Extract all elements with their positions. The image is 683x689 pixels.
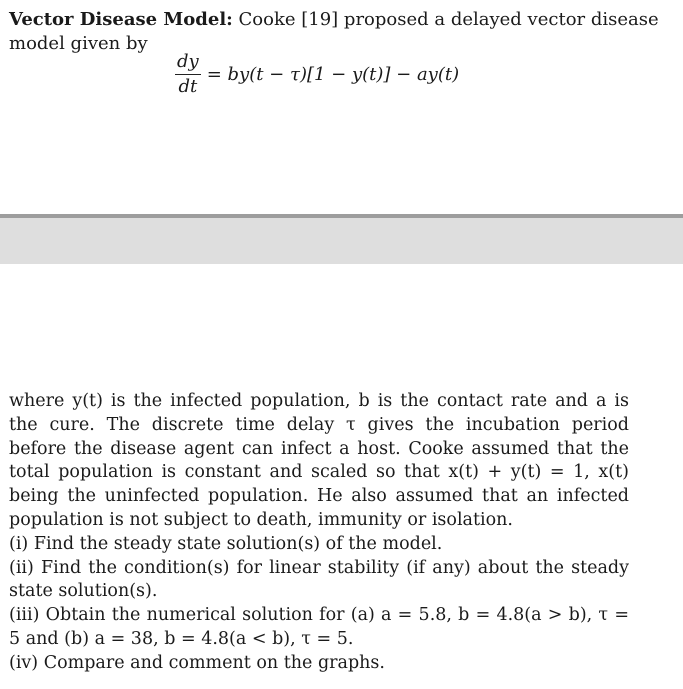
- question-2: (ii) Find the condition(s) for linear stability (if any) about the steady state solution(s).: [9, 557, 629, 602]
- delay-differential-equation: [175, 52, 459, 97]
- question-1: (i) Find the steady state solution(s) of the model.: [9, 533, 443, 554]
- fraction-numerator: dy: [177, 51, 199, 72]
- equation-right-hand-side: = by(t − τ)[1 − y(t)] − ay(t): [206, 64, 460, 85]
- fraction-denominator: dt: [178, 76, 198, 97]
- fraction-bar: [175, 74, 201, 75]
- intro-text: Cooke [19] proposed a delayed vector disease model given by: [9, 9, 659, 54]
- question-3: (iii) Obtain the numerical solution for (a) a = 5.8, b = 4.8(a > b), τ = 5 and (b) a = 38, b = 4.8(a < b), τ = 5.: [9, 605, 629, 649]
- intro-paragraph: [9, 8, 669, 56]
- question-4: (iv) Compare and comment on the graphs.: [9, 652, 385, 673]
- derivative-fraction: [175, 52, 201, 97]
- problem-body: [9, 390, 629, 676]
- model-description: where y(t) is the infected population, b is the contact rate and a is the cure. The discrete time delay τ gives the incubation period before the disease agent can infect a host. Cooke assumed that the total population is constant and scaled so that x(t) + y(t) = 1, x(t) being the uninfected population. He also assumed that an infected population is not subject to death, immunity or isolation.: [9, 391, 629, 530]
- section-heading: Vector Disease Model:: [9, 9, 233, 30]
- page-divider: [0, 214, 683, 264]
